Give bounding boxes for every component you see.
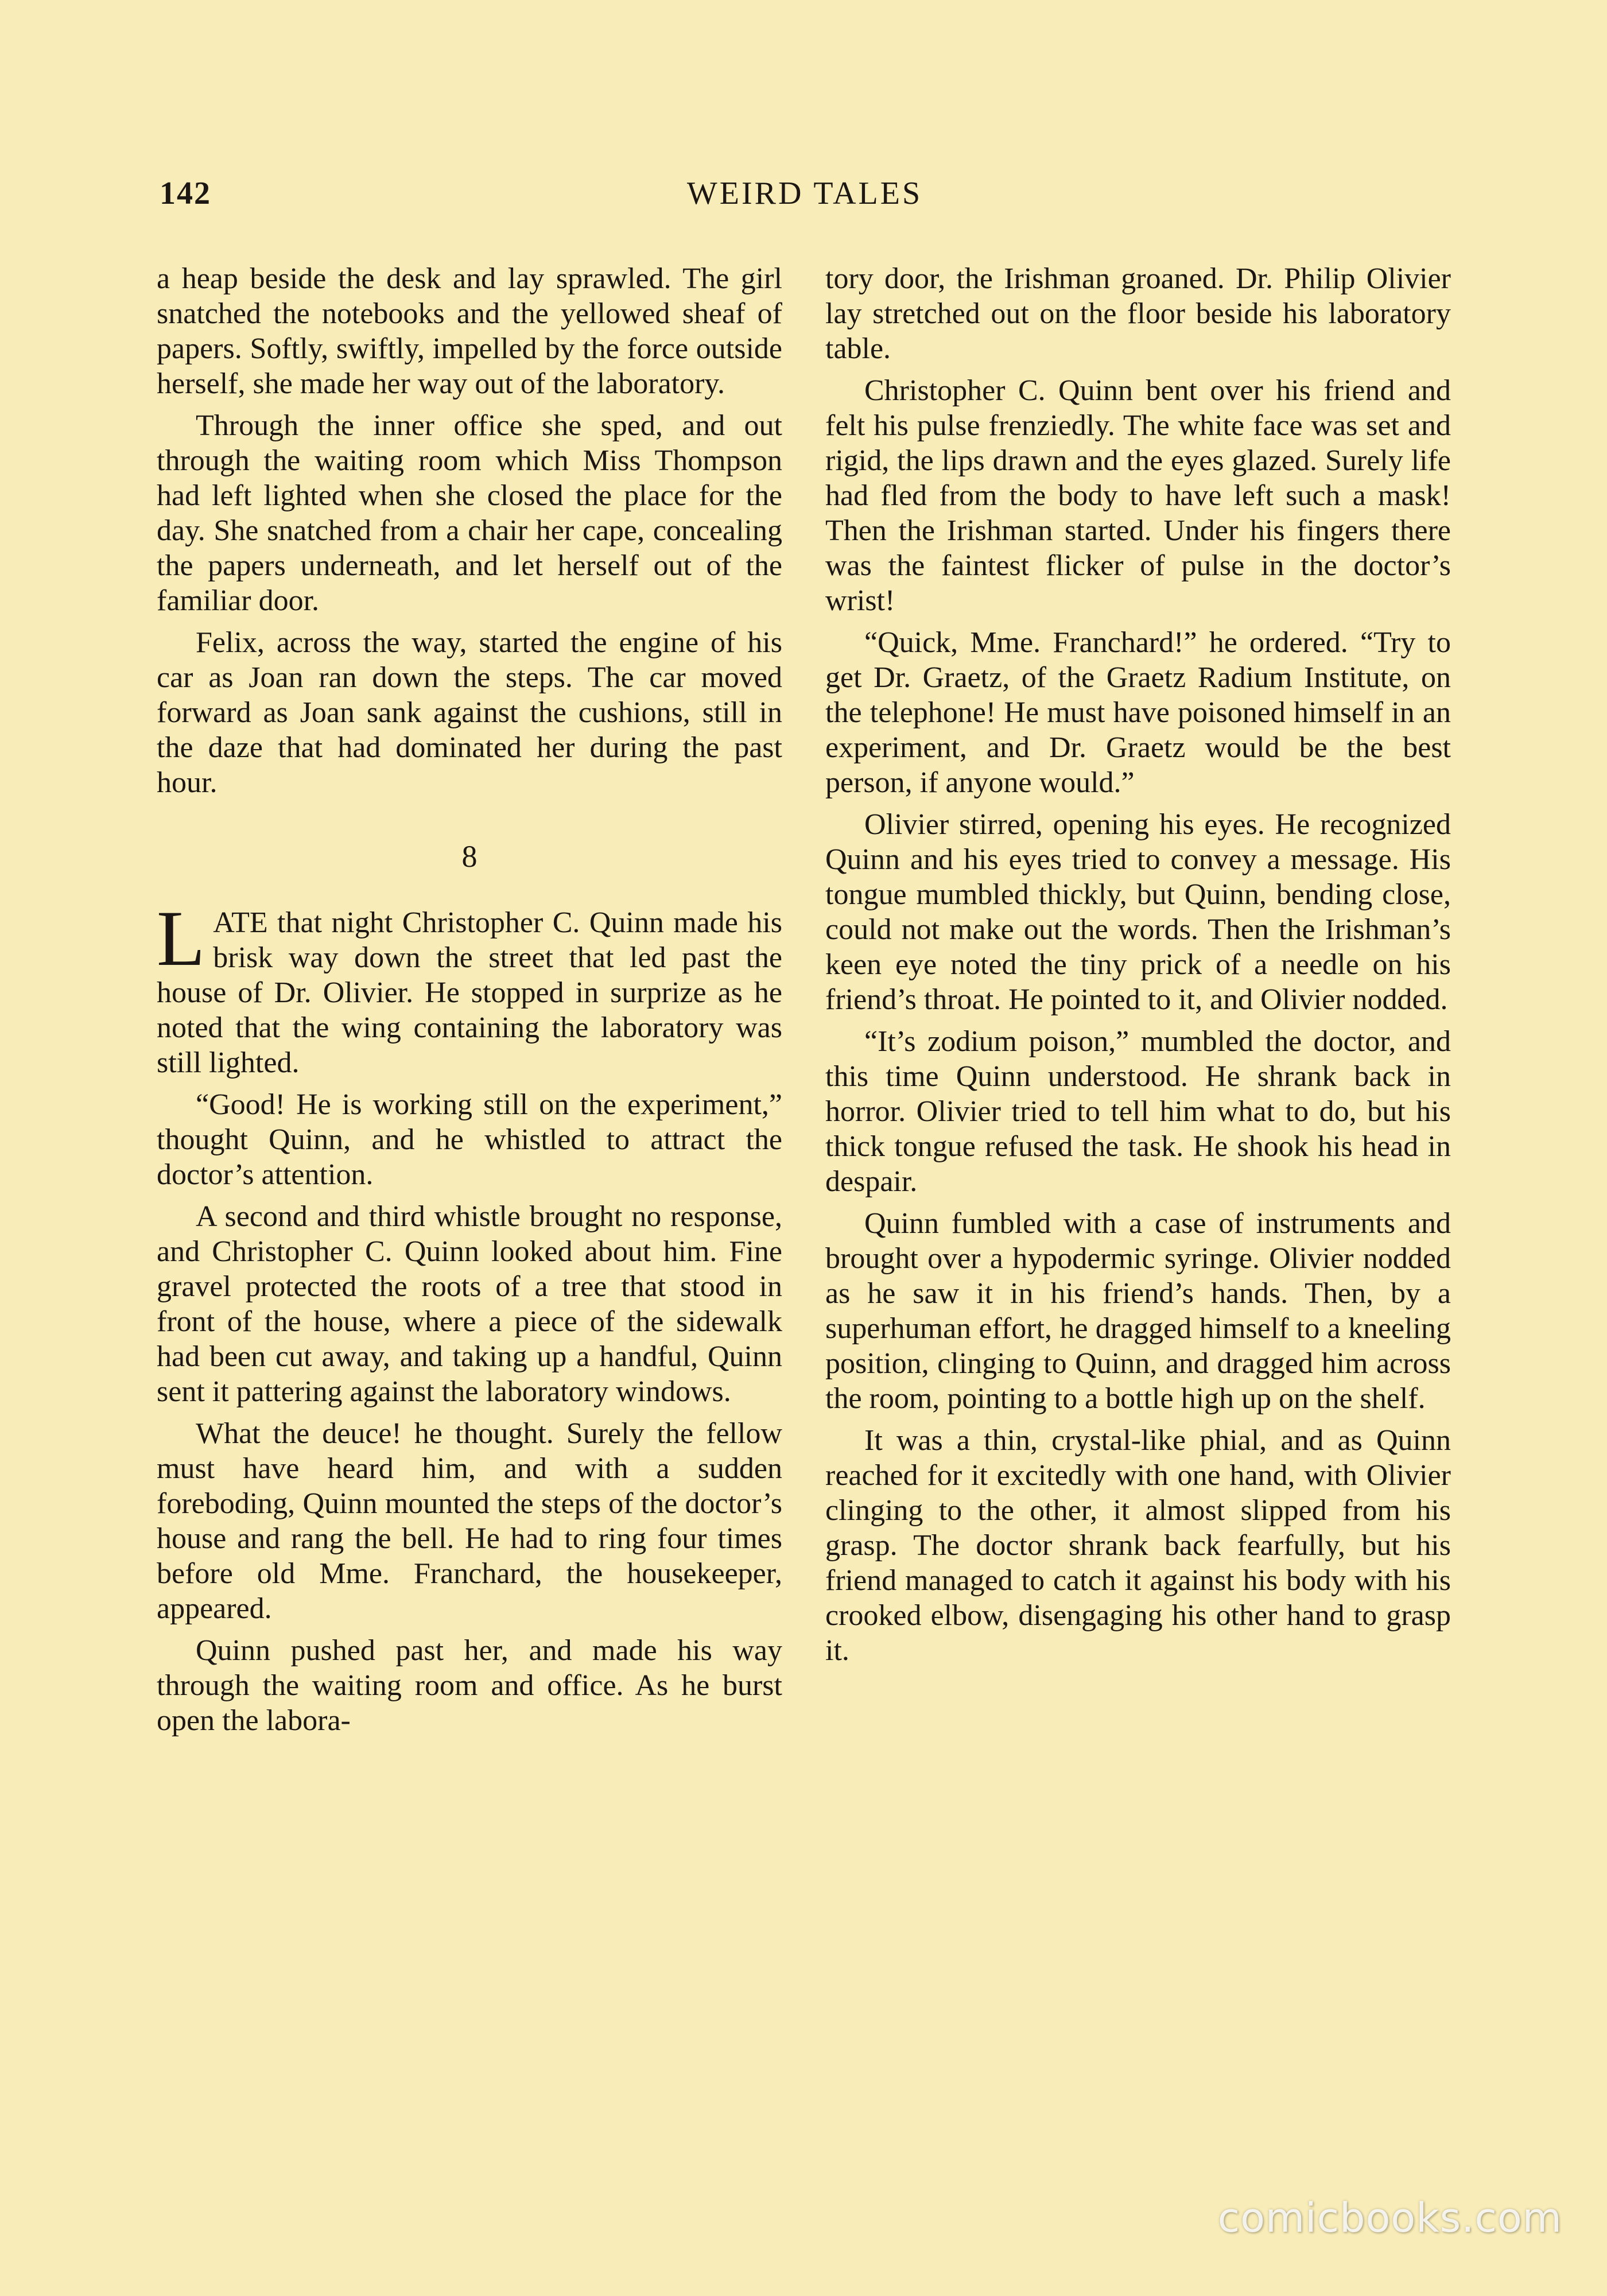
paragraph: Olivier stirred, opening his eyes. He recognized Quinn and his eyes tried to convey a message. His tongue mumbled thickly, but Quinn, bending close, could not make out the words. Then the Irishman’s keen eye noted the tiny prick of a needle on his friend’s throat. He pointed to it, and Olivier nodded. <box>825 808 1451 1016</box>
paragraph: tory door, the Irishman groaned. Dr. Philip Olivier lay stretched out on the floor beside his laboratory table. <box>825 262 1451 365</box>
page-header <box>160 175 1450 221</box>
paragraph: Felix, across the way, started the engine of his car as Joan ran down the steps. The car moved forward as Joan sank against the cushions, still in the daze that had dominated her during the past hour. <box>157 626 782 799</box>
drop-cap: L <box>157 894 205 982</box>
paragraph: “Quick, Mme. Franchard!” he ordered. “Try to get Dr. Graetz, of the Graetz Radium Institute, on the telephone! He must have poisoned himself in an experiment, and Dr. Graetz would be the best person, if anyone would.” <box>825 626 1451 799</box>
paragraph-text: ATE that night Christopher C. Quinn made his brisk way down the street that led past the house of Dr. Olivier. He stopped in surprize as he noted that the wing containing the laboratory was still lighted. <box>157 906 782 1079</box>
paragraph: What the deuce! he thought. Surely the fellow must have heard him, and with a sudden foreboding, Quinn mounted the steps of the doctor’s house and rang the bell. He had to ring four times before old Mme. Franchard, the housekeeper, appeared. <box>157 1417 782 1625</box>
running-title: WEIRD TALES <box>686 176 923 211</box>
section-opening-paragraph <box>157 894 782 1080</box>
paragraph: A second and third whistle brought no response, and Christopher C. Quinn looked about him. Fine gravel protected the roots of a tree that stood in front of the house, where a piece of the sidewalk had been cut away, and taking up a handful, Quinn sent it pattering against the laboratory windows. <box>157 1200 782 1408</box>
paragraph: Christopher C. Quinn bent over his friend and felt his pulse frenziedly. The white face was set and rigid, the lips drawn and the eyes glazed. Surely life had fled from the body to have left such a mask! Then the Irishman started. Under his fingers there was the faintest flicker of pulse in the doctor’s wrist! <box>825 374 1451 617</box>
paragraph: It was a thin, crystal-like phial, and as Quinn reached for it excitedly with one hand, with Olivier clinging to the other, it almost slipped from his grasp. The doctor shrank back fearfully, but his friend managed to catch it against his body with his crooked elbow, disengaging his other hand to grasp it. <box>825 1424 1451 1667</box>
right-column <box>825 261 1451 1675</box>
left-column <box>157 261 782 1745</box>
paragraph: Through the inner office she sped, and out through the waiting room which Miss Thompson had left lighted when she closed the place for the day. She snatched from a chair her cape, concealing the papers underneath, and let herself out of the familiar door. <box>157 409 782 617</box>
page-number: 142 <box>160 176 211 211</box>
paragraph: Quinn fumbled with a case of instruments and brought over a hypodermic syringe. Olivier nodded as he saw it in his friend’s hands. Then, by a superhuman effort, he dragged himself to a kneeling position, clinging to Quinn, and dragged him across the room, pointing to a bottle high up on the shelf. <box>825 1207 1451 1415</box>
paragraph: “It’s zodium poison,” mumbled the doctor, and this time Quinn understood. He shrank back in horror. Olivier tried to tell him what to do, but his thick tongue refused the task. He shook his head in despair. <box>825 1025 1451 1198</box>
section-number: 8 <box>461 839 478 874</box>
paragraph: Quinn pushed past her, and made his way through the waiting room and office. As he burst open the labora- <box>157 1634 782 1737</box>
watermark: comicbooks.com <box>1217 2194 1562 2241</box>
paragraph: a heap beside the desk and lay sprawled. The girl snatched the notebooks and the yellowed sheaf of papers. Softly, swiftly, impelled by the force outside herself, she made her way out of the laboratory. <box>157 262 782 400</box>
paragraph: “Good! He is working still on the experiment,” thought Quinn, and he whistled to attract the doctor’s attention. <box>157 1088 782 1191</box>
